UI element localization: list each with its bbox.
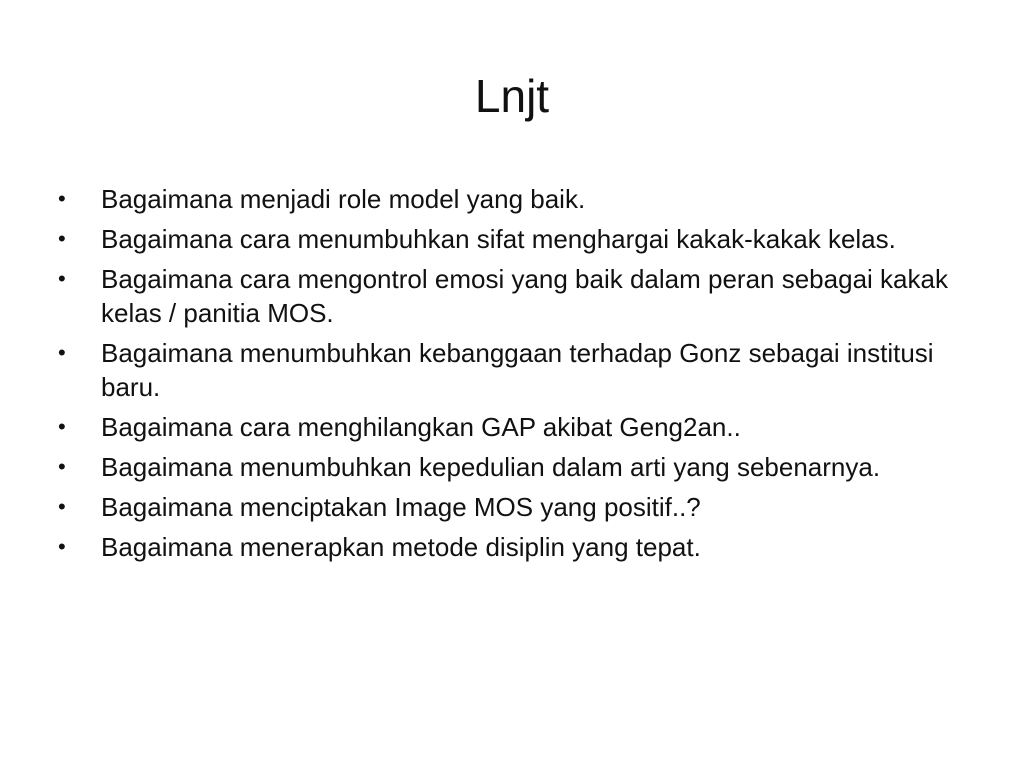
bullet-item [58,530,958,564]
bullet-text: Bagaimana menumbuhkan kepedulian dalam arti yang sebenarnya. [101,452,881,482]
bullet-text: Bagaimana menciptakan Image MOS yang positif..? [101,492,701,522]
bullet-text: Bagaimana cara menghilangkan GAP akibat Geng2an.. [101,412,741,442]
bullet-item [58,490,958,524]
bullet-icon: • [58,186,66,211]
bullet-icon: • [58,454,66,479]
bullet-item [58,410,958,444]
bullet-icon: • [58,494,66,519]
bullet-item [58,222,958,256]
bullet-text: Bagaimana cara mengontrol emosi yang baik dalam peran sebagai kakak kelas / panitia MOS. [101,264,948,328]
bullet-text: Bagaimana cara menumbuhkan sifat menghargai kakak-kakak kelas. [101,224,896,254]
bullet-item [58,336,958,404]
bullet-text: Bagaimana menumbuhkan kebanggaan terhadap Gonz sebagai institusi baru. [101,338,934,402]
bullet-icon: • [58,226,66,251]
bullet-icon: • [58,266,66,291]
slide-title: Lnjt [474,70,550,122]
bullet-item [58,262,958,330]
bullet-text: Bagaimana menjadi role model yang baik. [101,184,586,214]
bullet-icon: • [58,340,66,365]
bullet-icon: • [58,534,66,559]
bullet-text: Bagaimana menerapkan metode disiplin yang tepat. [101,532,701,562]
bullet-item [58,450,958,484]
bullet-list [58,182,958,570]
bullet-icon: • [58,414,66,439]
bullet-item [58,182,958,216]
